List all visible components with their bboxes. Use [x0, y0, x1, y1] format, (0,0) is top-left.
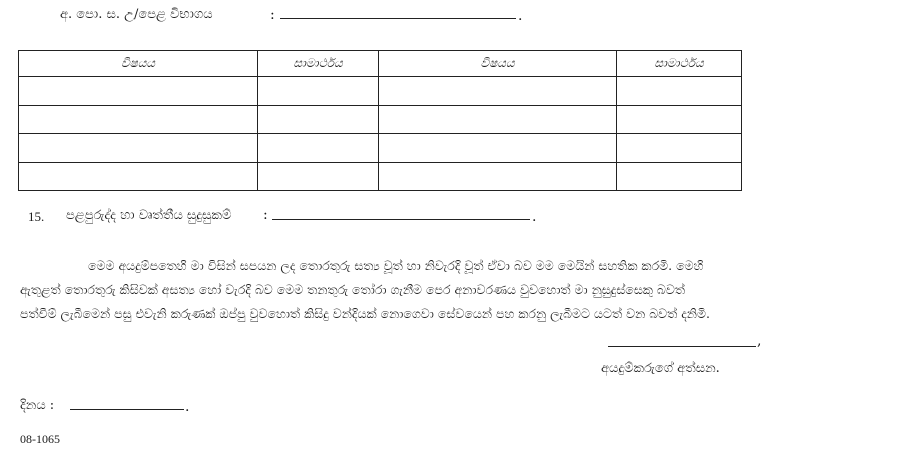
al-exam-end-mark: .	[518, 8, 523, 24]
subject-cell[interactable]	[379, 162, 617, 191]
pass-cell[interactable]	[258, 134, 379, 163]
pass-cell[interactable]	[258, 105, 379, 134]
subject-cell[interactable]	[19, 162, 258, 191]
column-header-pass: සාමාර්ථය	[617, 51, 742, 77]
signature-comma: ,	[757, 333, 762, 349]
table-header-row	[19, 51, 742, 77]
pass-cell[interactable]	[617, 105, 742, 134]
al-exam-label: අ. පො. ස. උ/පෙළ විභාගය	[60, 7, 213, 22]
experience-colon: :	[263, 207, 268, 223]
pass-cell[interactable]	[617, 134, 742, 163]
subject-cell[interactable]	[19, 105, 258, 134]
table-row	[19, 77, 742, 106]
column-header-pass: සාමාර්ථය	[258, 51, 379, 77]
subject-cell[interactable]	[379, 105, 617, 134]
subject-cell[interactable]	[19, 134, 258, 163]
declaration-paragraph	[20, 254, 890, 326]
document-code: 08-1065	[20, 432, 60, 446]
date-end-mark: .	[185, 399, 190, 415]
experience-fill-line[interactable]	[272, 219, 530, 220]
table-row	[19, 134, 742, 163]
date-fill-line[interactable]	[70, 409, 184, 410]
table-row	[19, 162, 742, 191]
declaration-line: පත්වීම් ලැබීමෙන් පසු එවැනි කරුණක් ඔප්පු වුවහොත් කිසිදු වන්දියක් නොගෙවා සේවයෙන් පහ කරනු ලැබීමට යටත් වන බවත් දනිමි.	[20, 306, 710, 321]
declaration-line: මෙම අයදුම්පතෙහි මා විසින් සපයන ලද තොරතුරු සත්‍ය වූත් හා නිවැරදි වූත් ඒවා බව මම මෙයින් සහතික කරමි. මෙහි	[88, 258, 704, 273]
declaration-line: ඇතුළත් තොරතුරු කිසිවක් අසත්‍ය හෝ වැරදි බව මෙම තනතුරු තෝරා ගැනීම පෙර අනාවරණය වුවහොත් මා නුසුදුස්සෙකු බවත්	[20, 282, 686, 297]
al-exam-fill-line[interactable]	[280, 18, 516, 19]
subject-cell[interactable]	[379, 134, 617, 163]
exam-results-table	[18, 50, 742, 191]
question-number: 15.	[28, 209, 45, 224]
table-row	[19, 105, 742, 134]
subject-cell[interactable]	[379, 77, 617, 106]
pass-cell[interactable]	[258, 162, 379, 191]
pass-cell[interactable]	[617, 162, 742, 191]
subject-cell[interactable]	[19, 77, 258, 106]
experience-qualifications-label: පළපුරුද්ද හා වෘත්තීය සුදුසුකම්	[66, 208, 232, 223]
column-header-subject: විෂයය	[379, 51, 617, 77]
applicant-signature-label: අයදුම්කරුගේ අත්සන.	[601, 361, 720, 376]
pass-cell[interactable]	[258, 77, 379, 106]
pass-cell[interactable]	[617, 77, 742, 106]
al-exam-colon: :	[270, 7, 275, 23]
date-label: දිනය :	[20, 398, 55, 413]
signature-line[interactable]	[608, 346, 756, 347]
column-header-subject: විෂයය	[19, 51, 258, 77]
experience-end-mark: .	[532, 209, 537, 225]
